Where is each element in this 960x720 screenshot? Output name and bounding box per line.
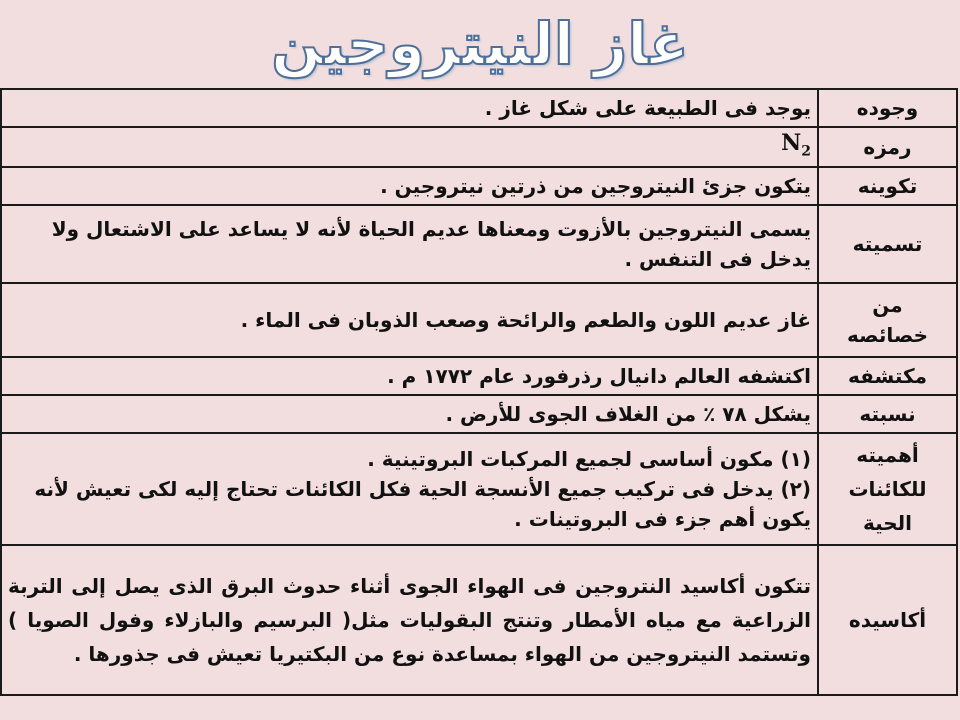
table-row <box>1 89 957 127</box>
row-label: تسميته <box>818 205 957 283</box>
row-label <box>818 283 957 357</box>
row-label <box>818 433 957 545</box>
list-item: (٢) يدخل فى تركيب جميع الأنسجة الحية فكل الكائنات تحتاج إليه لكى تعيش لأنه يكون أهم جزء فى البروتينات . <box>34 477 811 532</box>
row-label: وجوده <box>818 89 957 127</box>
row-value <box>1 127 818 167</box>
formula-symbol: N <box>781 130 802 156</box>
nitrogen-facts-table <box>0 88 958 696</box>
row-label-line: خصائصه <box>847 323 928 348</box>
chemical-formula <box>781 130 811 160</box>
row-label: مكتشفه <box>818 357 957 395</box>
row-label: رمزه <box>818 127 957 167</box>
row-value: يوجد فى الطبيعة على شكل غاز . <box>1 89 818 127</box>
row-label: أكاسيده <box>818 545 957 695</box>
row-value: تتكون أكاسيد النتروجين فى الهواء الجوى أثناء حدوث البرق الذى يصل إلى التربة الزراعية مع مياه الأمطار وتنتج البقوليات مثل( البرسيم والبازلاء وفول الصويا ) وتستمد النيتروجين من الهواء بمساعدة نوع من البكتيريا تعيش فى جذورها . <box>1 545 818 695</box>
table-row <box>1 433 957 545</box>
row-label-line: للكائنات <box>848 477 927 502</box>
list-item: (١) مكون أساسى لجميع المركبات البروتينية . <box>367 447 811 472</box>
table-row <box>1 167 957 205</box>
row-value: يشكل ٧٨ ٪ من الغلاف الجوى للأرض . <box>1 395 818 433</box>
table-row <box>1 357 957 395</box>
row-value: يسمى النيتروجين بالأزوت ومعناها عديم الحياة لأنه لا يساعد على الاشتعال ولا يدخل فى التنفس . <box>1 205 818 283</box>
row-value: اكتشفه العالم دانيال رذرفورد عام ١٧٧٢ م . <box>1 357 818 395</box>
table-row <box>1 127 957 167</box>
table-row <box>1 545 957 695</box>
row-label-line: أهميته <box>856 443 919 468</box>
row-label: نسبته <box>818 395 957 433</box>
row-label-line: الحية <box>862 511 913 536</box>
row-value: يتكون جزئ النيتروجين من ذرتين نيتروجين . <box>1 167 818 205</box>
table-row <box>1 205 957 283</box>
formula-subscript: 2 <box>801 143 811 160</box>
row-value <box>1 433 818 545</box>
row-value: غاز عديم اللون والطعم والرائحة وصعب الذوبان فى الماء . <box>1 283 818 357</box>
page-title: غاز النيتروجين <box>271 10 689 78</box>
row-label-line: من <box>872 293 903 318</box>
table-row <box>1 283 957 357</box>
row-label: تكوينه <box>818 167 957 205</box>
table-row <box>1 395 957 433</box>
